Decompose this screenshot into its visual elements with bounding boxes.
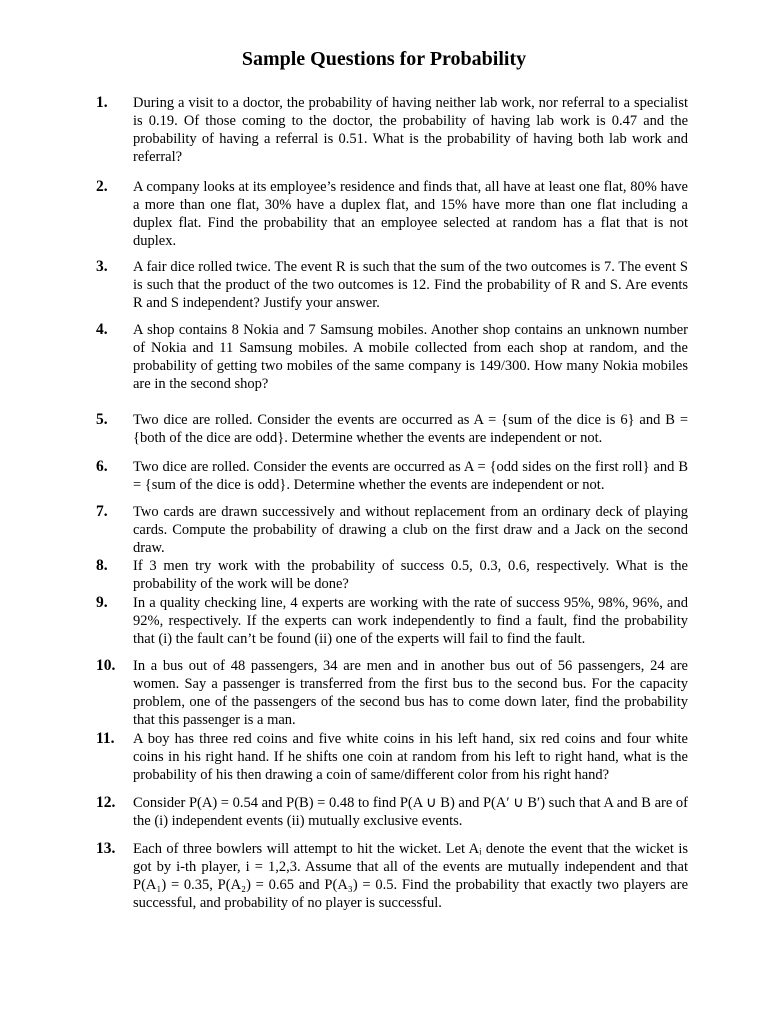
question-number: 2. xyxy=(96,178,108,195)
question-number: 1. xyxy=(96,94,108,111)
question-text: A company looks at its employee’s residence and finds that, all have at least one flat, 80% have a more than one flat, 30% have a duplex flat, and 15% have more than one flat including a duplex flat. Find the probability that an employee selected at random has a flat that is not duplex. xyxy=(133,179,688,249)
question-number: 10. xyxy=(96,657,116,674)
question-text: A shop contains 8 Nokia and 7 Samsung mobiles. Another shop contains an unknown number of Nokia and 11 Samsung mobiles. A mobile collected from each shop at random, and the probability of getting two mobiles of the same company is 149/300. How many Nokia mobiles are in the second shop? xyxy=(133,322,688,392)
question-number: 13. xyxy=(96,840,116,857)
question-number: 7. xyxy=(96,503,108,520)
question-number: 12. xyxy=(96,794,116,811)
question-text: In a quality checking line, 4 experts are working with the rate of success 95%, 98%, 96%, and 92%, respectively. If the experts can work independently to find a fault, find the probability that (i) the fault can’t be found (ii) one of the experts will fail to find the fault. xyxy=(133,595,688,647)
question-number: 8. xyxy=(96,557,108,574)
question-text: Two dice are rolled. Consider the events are occurred as A = {sum of the dice is 6} and B = {both of the dice are odd}. Determine whether the events are independent or not. xyxy=(133,412,688,446)
question-number: 9. xyxy=(96,594,108,611)
question-text: During a visit to a doctor, the probability of having neither lab work, nor referral to a specialist is 0.19. Of those coming to the doctor, the probability of having lab work is 0.47 and the probability of having a referral is 0.51. What is the probability of having both lab work and referral? xyxy=(133,95,688,165)
question-text: A boy has three red coins and five white coins in his left hand, six red coins and four white coins in his right hand. If he shifts one coin at random from his left to right hand, what is the probability of his then drawing a coin of same/different color from his right hand? xyxy=(133,731,688,783)
question-text: A fair dice rolled twice. The event R is such that the sum of the two outcomes is 7. The event S is such that the product of the two outcomes is 12. Find the probability of R and S. Are events R and S independent? Justify your answer. xyxy=(133,259,688,311)
question-text: In a bus out of 48 passengers, 34 are men and in another bus out of 56 passengers, 24 are women. Say a passenger is transferred from the first bus to the second bus. For the capacity problem, one of the passengers of the second bus has to come down later, find the probability that this passenger is a man. xyxy=(133,658,688,728)
page-title: Sample Questions for Probability xyxy=(241,48,527,70)
question-text: If 3 men try work with the probability of success 0.5, 0.3, 0.6, respectively. What is the probability of the work will be done? xyxy=(133,558,688,592)
question-text: Two cards are drawn successively and without replacement from an ordinary deck of playing cards. Compute the probability of drawing a club on the first draw and a Jack on the second draw. xyxy=(133,504,688,556)
question-text: Each of three bowlers will attempt to hit the wicket. Let Aᵢ denote the event that the wicket is got by i-th player, i = 1,2,3. Assume that all of the events are mutually independent and that P(A₁) = 0.35, P(A₂) = 0.65 and P(A₃) = 0.5. Find the probability that exactly two players are successful, and probability of no player is successful. xyxy=(133,841,688,911)
question-number: 11. xyxy=(96,730,115,747)
question-number: 5. xyxy=(96,411,108,428)
question-number: 4. xyxy=(96,321,108,338)
question-text: Consider P(A) = 0.54 and P(B) = 0.48 to find P(A ∪ B) and P(A′ ∪ B′) such that A and B are of the (i) independent events (ii) mutually exclusive events. xyxy=(133,795,689,829)
question-number: 3. xyxy=(96,258,108,275)
question-text: Two dice are rolled. Consider the events are occurred as A = {odd sides on the first roll} and B = {sum of the dice is odd}. Determine whether the events are independent or not. xyxy=(133,459,688,493)
question-number: 6. xyxy=(96,458,108,475)
